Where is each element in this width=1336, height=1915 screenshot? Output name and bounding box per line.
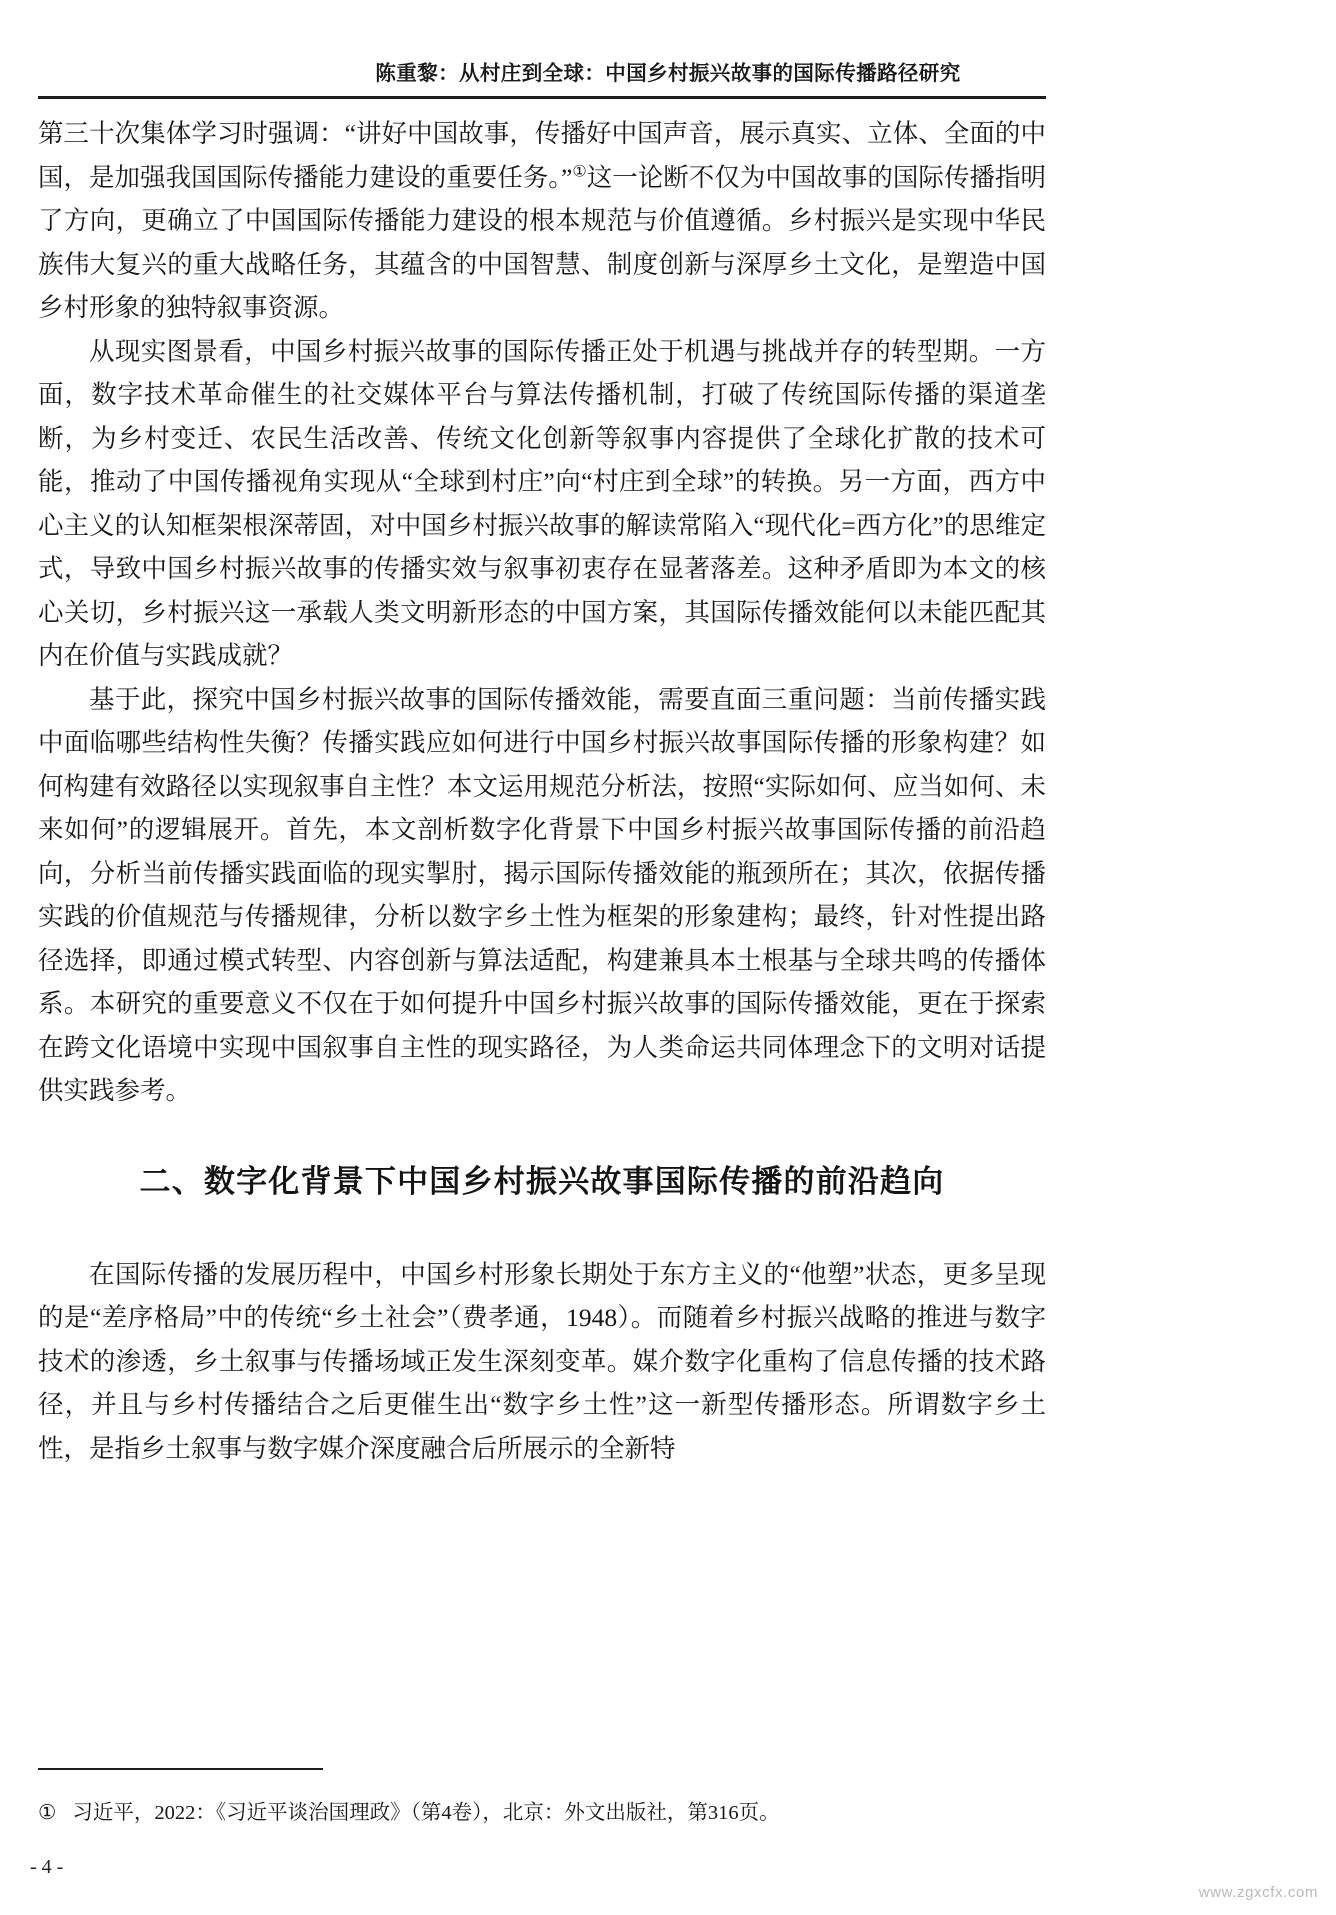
paragraph-1-part-a: 第三十次集体学习时强调：“讲好中国故事，传播好中国声音，展示真实、立体、全面的中国，是加强我国国际传播能力建设的重要任务。”	[38, 119, 1046, 192]
footnote-item-marker: ①	[38, 1802, 57, 1824]
paragraph-2: 从现实图景看，中国乡村振兴故事的国际传播正处于机遇与挑战并存的转型期。一方面，数字技术革命催生的社交媒体平台与算法传播机制，打破了传统国际传播的渠道垄断，为乡村变迁、农民生活改善、传统文化创新等叙事内容提供了全球化扩散的技术可能，推动了中国传播视角实现从“全球到村庄”向“村庄到全球”的转换。另一方面，西方中心主义的认知框架根深蒂固，对中国乡村振兴故事的解读常陷入“现代化=西方化”的思维定式，导致中国乡村振兴故事的传播实效与叙事初衷存在显著落差。这种矛盾即为本文的核心关切，乡村振兴这一承载人类文明新形态的中国方案，其国际传播效能何以未能匹配其内在价值与实践成就？	[38, 336, 1046, 670]
watermark: www.zgxcfx.com	[1198, 1884, 1318, 1901]
footnote-marker-1: ①	[572, 163, 587, 180]
page-number: - 4 -	[30, 1856, 64, 1878]
paragraph-1	[38, 112, 1046, 330]
footnote-item-text: 习近平，2022：《习近平谈治国理政》（第4卷），北京：外文出版社，第316页。	[72, 1802, 780, 1824]
heading-spacer-bottom	[38, 1205, 1046, 1253]
footnote-item	[38, 1798, 1046, 1828]
running-head: 陈重黎：从村庄到全球：中国乡村振兴故事的国际传播路径研究	[375, 63, 961, 85]
heading-spacer-top	[38, 1113, 1046, 1159]
paragraph-1-part-b: 这一论断不仅为中国故事的国际传播指明了方向，更确立了中国国际传播能力建设的根本规范与价值遵循。乡村振兴是实现中华民族伟大复兴的重大战略任务，其蕴含的中国智慧、制度创新与深厚乡土文化，是塑造中国乡村形象的独特叙事资源。	[38, 162, 1046, 322]
footnote-separator-rule	[38, 1768, 323, 1770]
paragraph-3: 基于此，探究中国乡村振兴故事的国际传播效能，需要直面三重问题：当前传播实践中面临哪些结构性失衡？传播实践应如何进行中国乡村振兴故事国际传播的形象构建？如何构建有效路径以实现叙事自主性？本文运用规范分析法，按照“实际如何、应当如何、未来如何”的逻辑展开。首先，本文剖析数字化背景下中国乡村振兴故事国际传播的前沿趋向，分析当前传播实践面临的现实掣肘，揭示国际传播效能的瓶颈所在；其次，依据传播实践的价值规范与传播规律，分析以数字乡土性为框架的形象建构；最终，针对性提出路径选择，即通过模式转型、内容创新与算法适配，构建兼具本土根基与全球共鸣的传播体系。本研究的重要意义不仅在于如何提升中国乡村振兴故事的国际传播效能，更在于探索在跨文化语境中实现中国叙事自主性的现实路径，为人类命运共同体理念下的文明对话提供实践参考。	[38, 684, 1046, 1105]
section-heading: 二、数字化背景下中国乡村振兴故事国际传播的前沿趋向	[139, 1163, 945, 1199]
footnote-area	[38, 1768, 1046, 1828]
paragraph-4: 在国际传播的发展历程中，中国乡村形象长期处于东方主义的“他塑”状态，更多呈现的是“差序格局”中的传统“乡土社会”（费孝通，1948）。而随着乡村振兴战略的推进与数字技术的渗透，乡土叙事与传播场域正发生深刻变革。媒介数字化重构了信息传播的技术路径，并且与乡村传播结合之后更催生出“数字乡土性”这一新型传播形态。所谓数字乡土性，是指乡土叙事与数字媒介深度融合后所展示的全新特	[38, 1259, 1046, 1463]
body-text-column	[38, 112, 1046, 1470]
header-rule	[38, 96, 1046, 99]
